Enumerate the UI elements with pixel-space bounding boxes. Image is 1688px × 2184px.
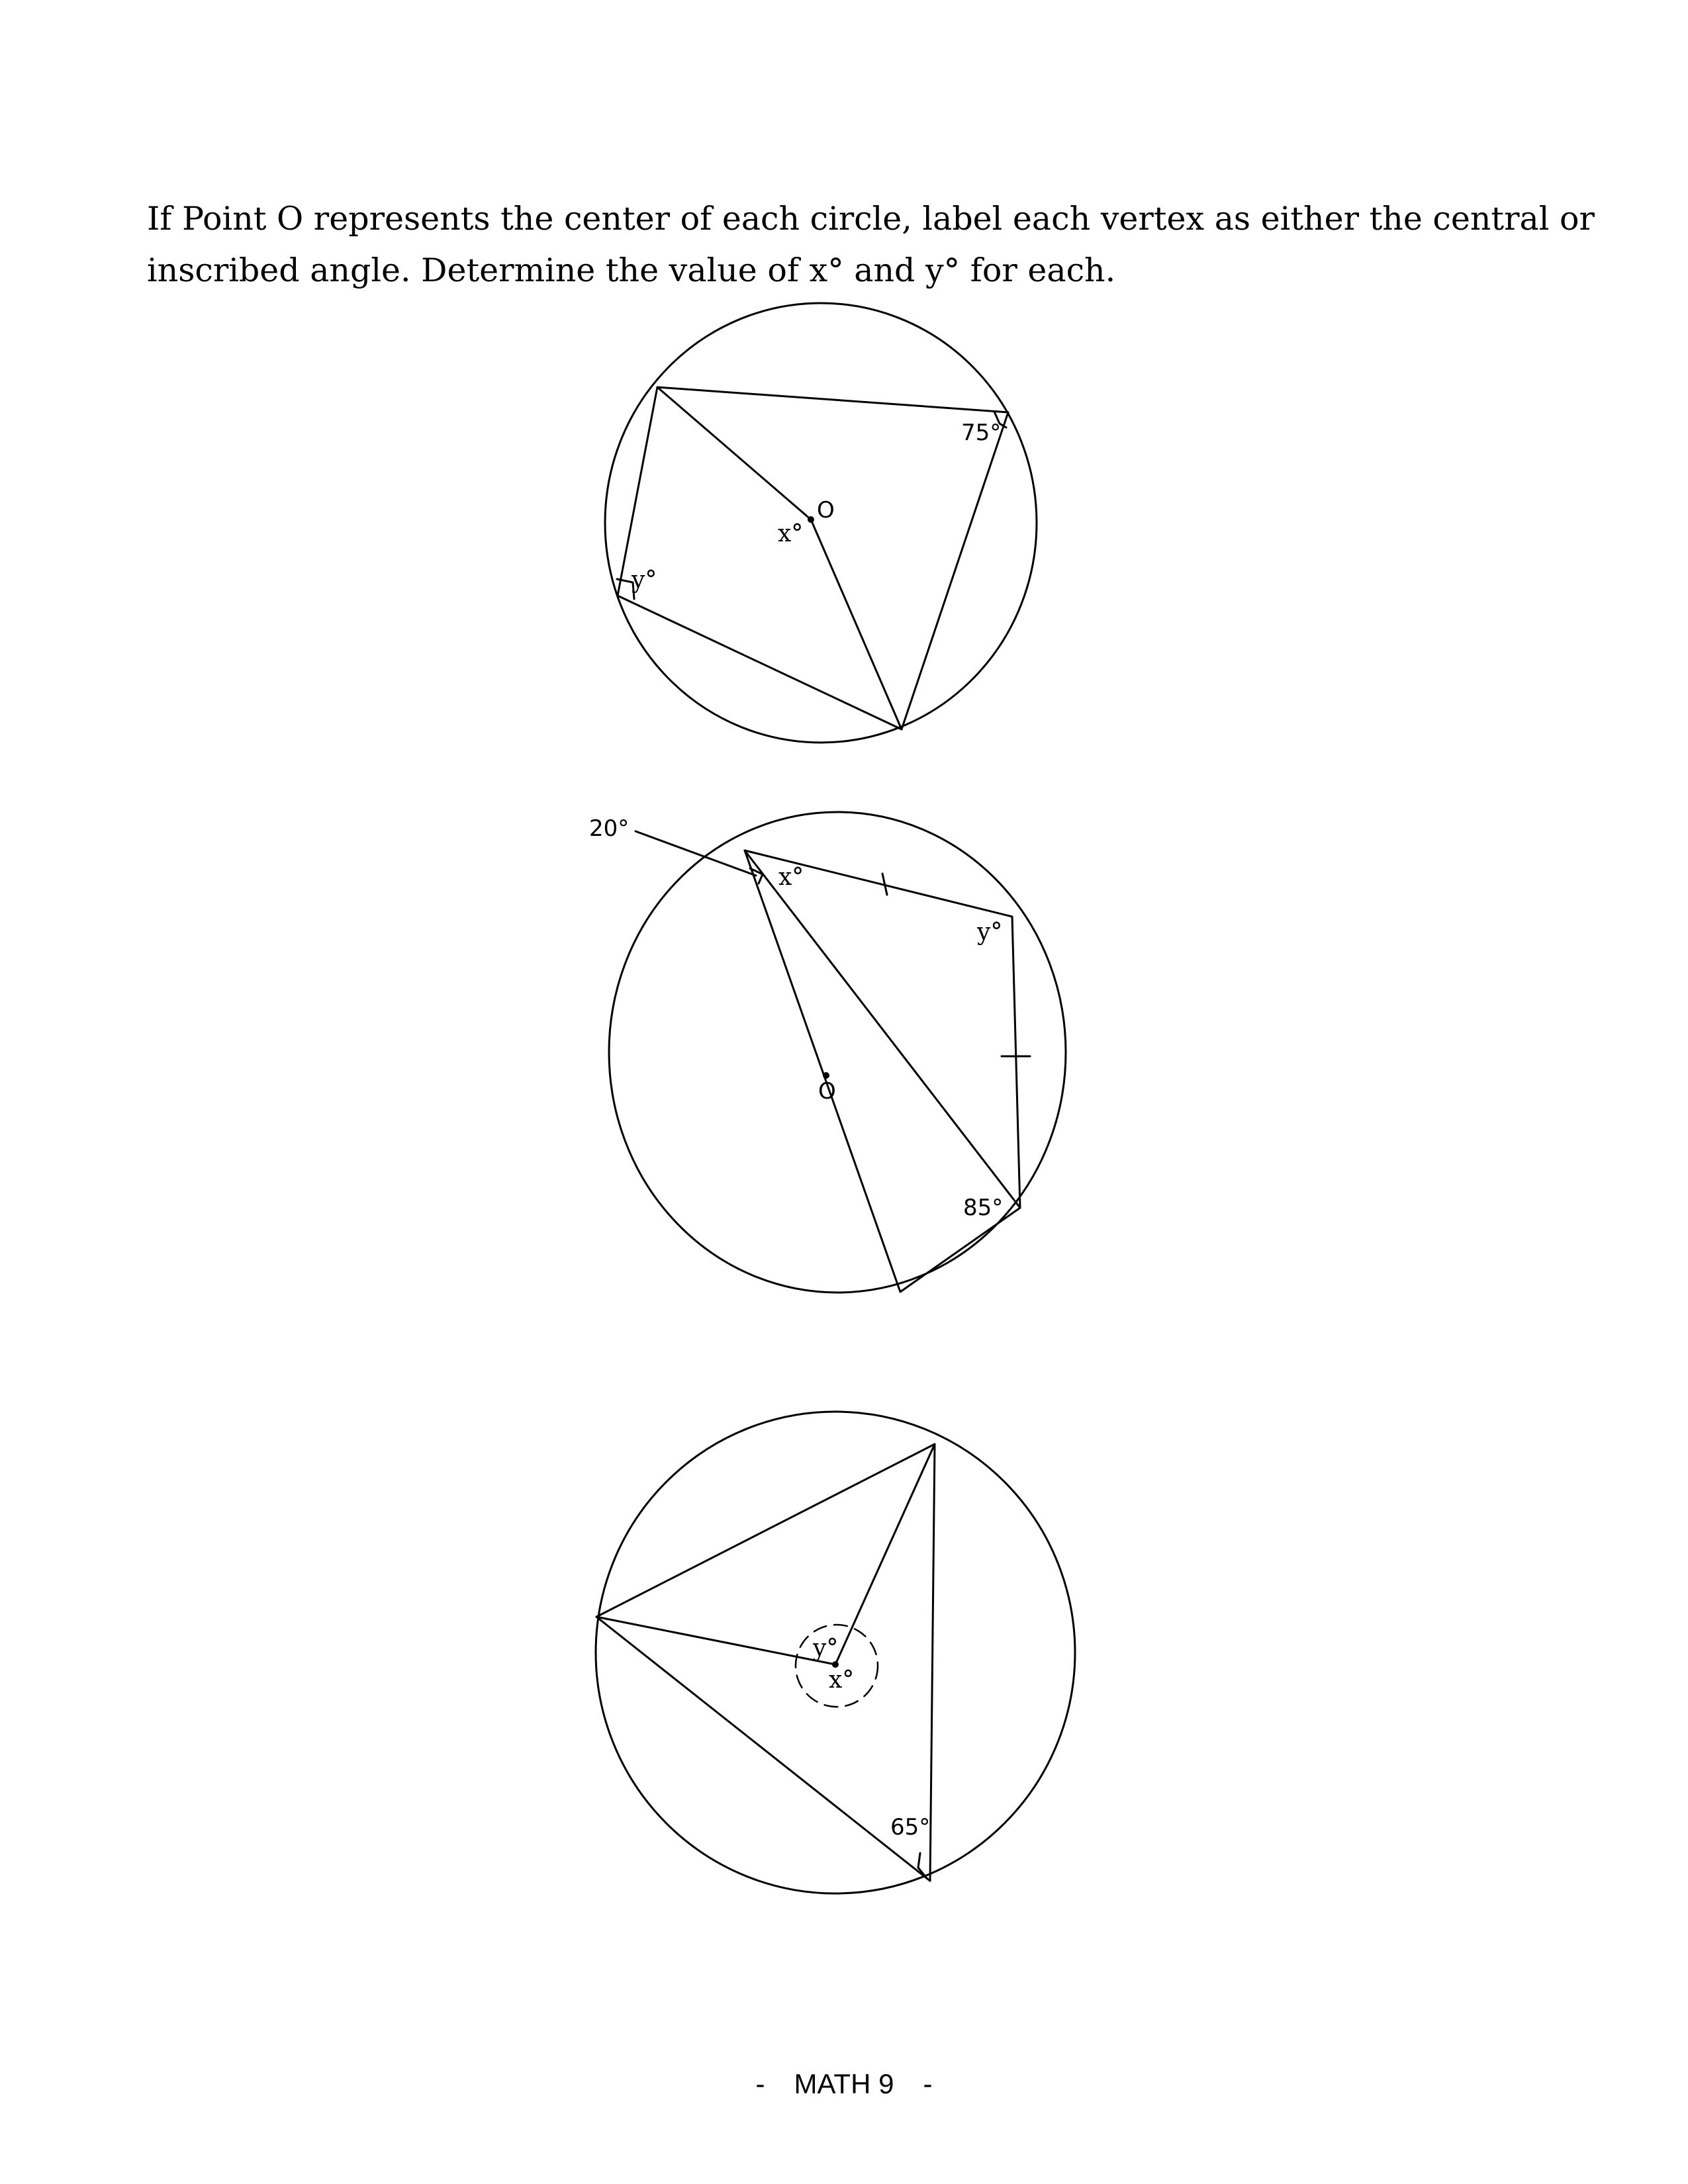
footer-label: MATH 9 [794,2068,894,2099]
footer-dash-left: - [755,2068,765,2099]
footer-dash-right: - [923,2068,933,2099]
figure-1-label-x: x° [778,520,804,547]
figure-1-label-o: O [817,497,835,523]
instructions-line-1: If Point O represents the center of each circle, label each vertex as either the central or [147,200,1595,238]
figure-1-center-point [808,516,814,523]
figure-2-tangent-line [635,831,756,876]
figure-1-center-chords [657,387,902,729]
figure-2-label-y: y° [977,919,1003,946]
figure-2-label-o: O [818,1078,836,1105]
figure-2-diameter-chord [745,850,1020,1292]
instructions-line-2: inscribed angle. Determine the value of x° and y° for each. [147,251,1116,289]
figure-3-angle-mark-65 [918,1853,927,1878]
figure-2-label-85: 85° [963,1195,1004,1221]
figure-1-quadrilateral [618,387,1008,729]
figure-3-label-y: y° [813,1635,839,1662]
page-footer [0,2068,1688,2100]
figure-3-label-x: x° [829,1666,855,1694]
figure-3-triangle [596,1444,935,1881]
figure-1-label-y: y° [632,567,657,594]
figure-2-label-x: x° [778,864,804,891]
figure-2-triangle [745,850,1020,1208]
figure-3-radii [596,1444,935,1664]
figure-2-label-20: 20° [589,815,630,842]
figure-1-label-75: 75° [961,420,1002,446]
figure-3-label-65: 65° [890,1814,931,1841]
